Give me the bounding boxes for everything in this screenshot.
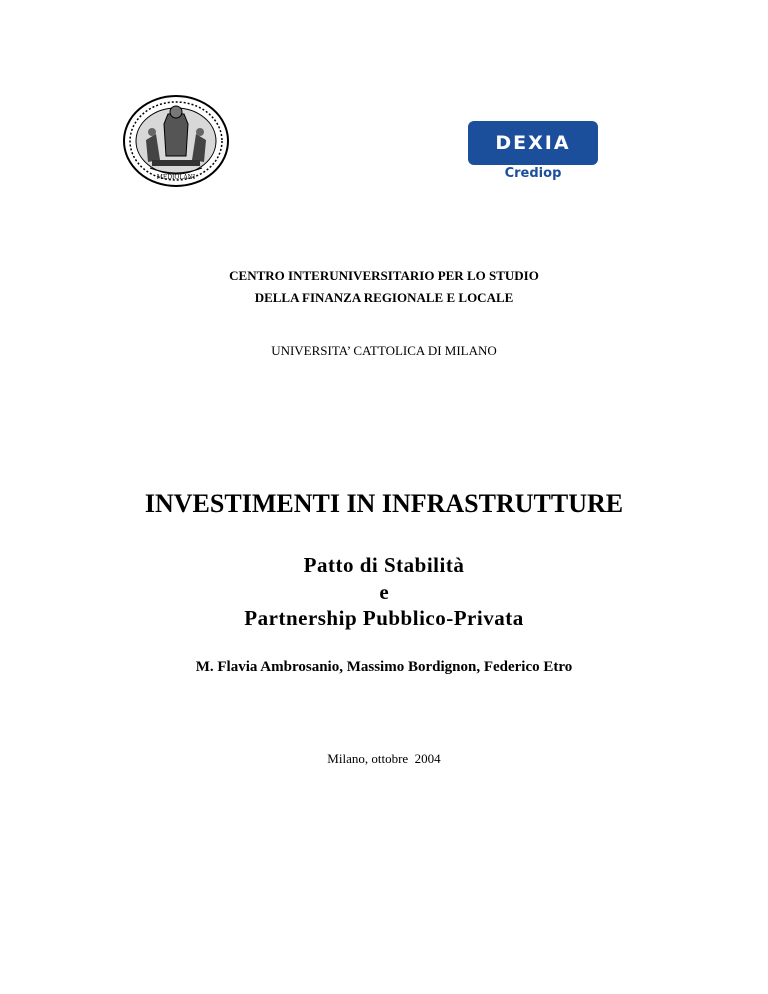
center-name-line-1: CENTRO INTERUNIVERSITARIO PER LO STUDIO bbox=[229, 268, 539, 283]
subtitle-line-1: Patto di Stabilità bbox=[303, 553, 465, 577]
dexia-logo-subtitle: Crediop bbox=[504, 166, 562, 181]
dexia-crediop-logo bbox=[468, 121, 598, 187]
university-name: UNIVERSITA’ CATTOLICA DI MILANO bbox=[271, 343, 497, 358]
subtitle-line-2: e bbox=[379, 580, 389, 604]
place-date: Milano, ottobre 2004 bbox=[327, 751, 441, 766]
dexia-logo-box bbox=[468, 121, 598, 165]
center-name-line-2: DELLA FINANZA REGIONALE E LOCALE bbox=[254, 290, 514, 305]
document-title: INVESTIMENTI IN INFRASTRUTTURE bbox=[144, 489, 624, 518]
seal-inscription: MEDIOLANI bbox=[156, 174, 196, 181]
dexia-logo-name: DEXIA bbox=[495, 132, 571, 154]
university-seal-logo bbox=[122, 94, 230, 188]
authors: M. Flavia Ambrosanio, Massimo Bordignon, Federico Etro bbox=[195, 659, 573, 675]
subtitle-line-3: Partnership Pubblico-Privata bbox=[244, 606, 524, 630]
